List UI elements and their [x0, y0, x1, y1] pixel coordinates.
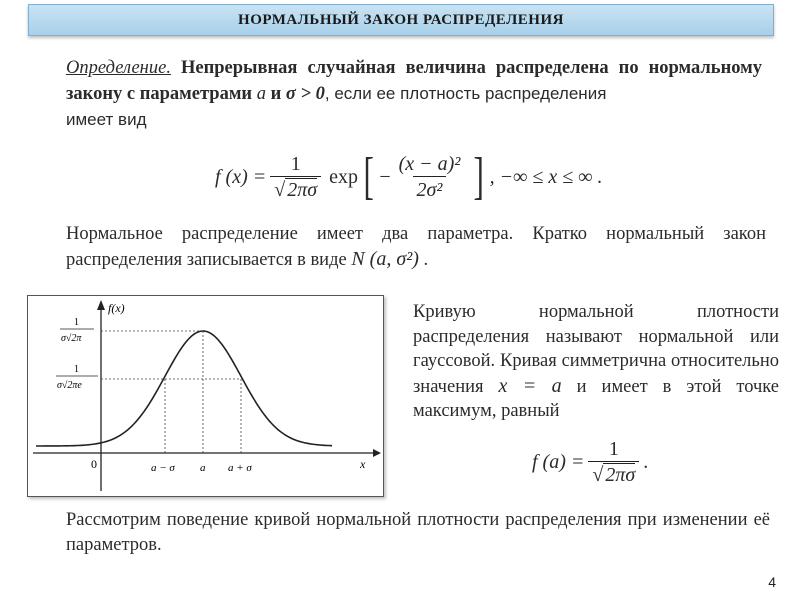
- definition-text-end: имеет вид: [66, 110, 147, 129]
- formula-coefficient: [270, 152, 321, 203]
- notation-formula: N (a, σ²): [351, 248, 419, 270]
- exponent-denominator: 2σ²: [413, 176, 447, 203]
- symmetry-eq: x = a: [498, 374, 562, 397]
- definition-paragraph: [66, 56, 762, 133]
- page-number: 4: [768, 574, 776, 590]
- fa-denominator: √ 2πσ: [588, 461, 639, 488]
- fa-fraction: [588, 437, 639, 488]
- tick-label-a-plus-sigma: a + σ: [228, 462, 252, 474]
- y-max-label-den: σ√2π: [61, 333, 82, 344]
- tick-label-a: a: [200, 462, 206, 474]
- y-axis-label: f(x): [108, 301, 125, 315]
- notation-paragraph: [66, 222, 766, 273]
- formula-exponent: [395, 152, 465, 203]
- notation-text: Нормальное распределение имеет два параметра. Кратко нормальный закон распределения записывается в виде: [66, 224, 766, 270]
- exponent-numerator: (x − a)²: [398, 152, 461, 175]
- formula-exp: exp: [329, 165, 359, 188]
- y-axis-arrow: [97, 300, 105, 310]
- normal-curve-graph: [27, 295, 384, 497]
- y-max-label-num: 1: [74, 317, 79, 328]
- left-bracket: [: [363, 148, 374, 205]
- definition-label: Определение.: [66, 58, 171, 78]
- closing-paragraph: [66, 508, 770, 558]
- fa-lhs: f (a) =: [532, 451, 585, 473]
- fa-numerator: 1: [608, 438, 619, 460]
- minus-sign: −: [379, 165, 391, 188]
- x-axis-arrow: [373, 449, 381, 457]
- normal-curve-svg: [28, 296, 383, 496]
- formula-denominator: √ 2πσ: [270, 176, 321, 203]
- closing-text: Рассмотрим поведение кривой нормальной плотности распределения при изменении её параметров.: [66, 510, 770, 555]
- slide-title: НОРМАЛЬНЫЙ ЗАКОН РАСПРЕДЕЛЕНИЯ: [238, 11, 564, 28]
- definition-text-plain: , если ее плотность распределения: [324, 84, 607, 103]
- definition-text-bold: Непрерывная случайная величина распределена по нормальному закону с параметрами: [66, 58, 762, 104]
- formula-denominator-root: 2πσ: [287, 178, 318, 201]
- y-infl-label-num: 1: [74, 364, 79, 375]
- formula-range: , −∞ ≤ x ≤ ∞ .: [489, 165, 603, 188]
- formula-numerator: 1: [290, 152, 301, 175]
- x-axis-label: x: [360, 457, 366, 471]
- param-a: a: [256, 84, 266, 104]
- definition-and: и: [265, 84, 286, 104]
- fa-denominator-root: 2πσ: [605, 464, 636, 486]
- density-formula: [215, 142, 603, 212]
- formula-lhs: f (x) =: [215, 165, 267, 188]
- tick-label-a-minus-sigma: a − σ: [151, 462, 175, 474]
- curve-description-text2: и имеет в этой точке максимум, равный: [413, 376, 780, 421]
- sigma-condition: σ > 0: [285, 84, 325, 104]
- curve-description: [413, 300, 779, 424]
- fa-end: .: [643, 451, 649, 473]
- origin-label: 0: [91, 457, 97, 471]
- slide-header: [28, 4, 774, 36]
- y-infl-label-den: σ√2πe: [57, 380, 82, 391]
- max-value-formula: [532, 437, 648, 488]
- curve-description-text: Кривую нормальной плотности распределения называют нормальной или гауссовой. Кривая симметрична относительно значения: [413, 302, 779, 397]
- notation-end: .: [418, 250, 429, 270]
- right-bracket: ]: [473, 148, 485, 205]
